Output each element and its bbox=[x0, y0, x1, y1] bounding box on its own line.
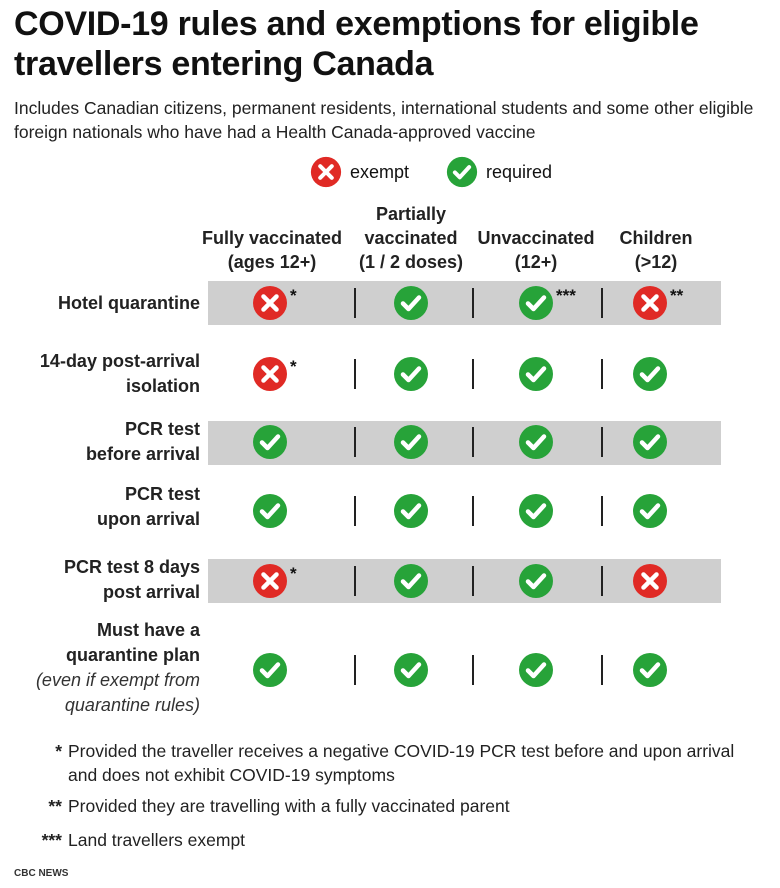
row-label-line: post arrival bbox=[102, 582, 200, 602]
required-icon bbox=[518, 356, 554, 392]
status-cell bbox=[632, 285, 668, 321]
status-cell bbox=[632, 652, 668, 688]
column-separator bbox=[472, 655, 474, 685]
footnote-symbol: ** bbox=[48, 796, 62, 816]
status-cell bbox=[518, 652, 554, 688]
exempt-icon bbox=[632, 563, 668, 599]
row-label-hotel-quarantine bbox=[58, 291, 200, 316]
status-cell bbox=[252, 563, 288, 599]
column-header-line: Unvaccinated bbox=[477, 228, 595, 248]
footnote-mark: * bbox=[290, 357, 297, 376]
legend-exempt bbox=[310, 156, 409, 188]
exempt-icon bbox=[252, 285, 288, 321]
required-icon bbox=[393, 493, 429, 529]
required-icon bbox=[632, 356, 668, 392]
footnote-2 bbox=[48, 794, 758, 818]
required-icon bbox=[393, 356, 429, 392]
column-separator bbox=[472, 566, 474, 596]
legend-required bbox=[446, 156, 552, 188]
column-separator bbox=[354, 496, 356, 526]
column-header-children bbox=[604, 226, 708, 274]
required-icon bbox=[393, 563, 429, 599]
status-cell bbox=[518, 356, 554, 392]
footnote-mark: *** bbox=[556, 286, 576, 305]
status-cell bbox=[252, 356, 288, 392]
required-icon bbox=[518, 493, 554, 529]
status-cell bbox=[393, 493, 429, 529]
footnote-mark: * bbox=[290, 286, 297, 305]
column-header-line: (ages 12+) bbox=[227, 252, 317, 272]
subtitle: Includes Canadian citizens, permanent residents, international students and some other eligible foreign nationals who have had a Health Canada-approved vaccine bbox=[14, 98, 754, 142]
column-header-line: Children bbox=[619, 228, 693, 248]
status-cell bbox=[393, 285, 429, 321]
required-icon bbox=[252, 424, 288, 460]
column-separator bbox=[601, 359, 603, 389]
column-separator bbox=[601, 566, 603, 596]
column-separator bbox=[472, 427, 474, 457]
status-cell bbox=[518, 493, 554, 529]
column-separator bbox=[354, 359, 356, 389]
column-header-line: (>12) bbox=[634, 252, 678, 272]
row-label-line: PCR test bbox=[124, 419, 200, 439]
row-label-line: isolation bbox=[125, 376, 200, 396]
footnote-text: Provided they are travelling with a fully vaccinated parent bbox=[68, 796, 510, 816]
status-cell bbox=[252, 285, 288, 321]
footnote-symbol: *** bbox=[41, 830, 62, 850]
row-label-pcr-before-arrival bbox=[86, 417, 200, 467]
status-cell bbox=[393, 563, 429, 599]
status-cell bbox=[518, 424, 554, 460]
status-cell bbox=[632, 493, 668, 529]
required-icon bbox=[393, 652, 429, 688]
row-label-line: PCR test bbox=[124, 484, 200, 504]
exempt-icon bbox=[310, 156, 342, 188]
row-label-line: upon arrival bbox=[96, 509, 200, 529]
status-cell bbox=[632, 424, 668, 460]
exempt-icon bbox=[252, 356, 288, 392]
column-separator bbox=[601, 496, 603, 526]
page-title: COVID-19 rules and exemptions for eligible travellers entering Canada bbox=[14, 5, 699, 83]
row-label-quarantine-plan bbox=[0, 618, 200, 718]
row-label-line: Must have a bbox=[96, 620, 200, 640]
required-icon bbox=[518, 652, 554, 688]
required-icon bbox=[632, 493, 668, 529]
required-icon bbox=[632, 652, 668, 688]
required-icon bbox=[393, 285, 429, 321]
status-cell bbox=[393, 652, 429, 688]
required-icon bbox=[252, 652, 288, 688]
column-header-line: vaccinated bbox=[364, 228, 458, 248]
footnote-symbol: * bbox=[55, 741, 62, 761]
footnote-text: Provided the traveller receives a negative COVID-19 PCR test before and upon arrival and does not exhibit COVID-19 symptoms bbox=[68, 741, 735, 785]
row-label-line: quarantine plan bbox=[65, 645, 200, 665]
status-cell bbox=[393, 424, 429, 460]
legend-required-label: required bbox=[486, 161, 553, 182]
status-cell bbox=[518, 285, 554, 321]
column-separator bbox=[601, 655, 603, 685]
column-separator bbox=[354, 655, 356, 685]
footnote-text: Land travellers exempt bbox=[68, 830, 246, 850]
column-separator bbox=[472, 288, 474, 318]
column-separator bbox=[601, 427, 603, 457]
required-icon bbox=[632, 424, 668, 460]
footnote-1 bbox=[55, 739, 758, 787]
row-label-line: PCR test 8 days bbox=[63, 557, 200, 577]
column-header-line: (1 / 2 doses) bbox=[358, 252, 464, 272]
column-separator bbox=[354, 566, 356, 596]
column-separator bbox=[472, 359, 474, 389]
footnote-mark: * bbox=[290, 564, 297, 583]
legend-exempt-label: exempt bbox=[350, 161, 410, 182]
column-header-line: Partially bbox=[375, 204, 447, 224]
credit: CBC NEWS bbox=[14, 868, 69, 879]
exempt-icon bbox=[632, 285, 668, 321]
status-cell bbox=[252, 424, 288, 460]
footnote-mark: ** bbox=[670, 286, 684, 305]
required-icon bbox=[393, 424, 429, 460]
status-cell bbox=[393, 356, 429, 392]
column-separator bbox=[472, 496, 474, 526]
column-header-line: Fully vaccinated bbox=[201, 228, 343, 248]
row-label-post-arrival-isolation bbox=[40, 349, 200, 399]
column-header-line: (12+) bbox=[514, 252, 558, 272]
column-header-fully-vaccinated bbox=[196, 226, 348, 274]
status-cell bbox=[632, 356, 668, 392]
required-icon bbox=[446, 156, 478, 188]
row-label-note: (even if exempt from quarantine rules) bbox=[35, 670, 200, 715]
column-separator bbox=[354, 288, 356, 318]
exempt-icon bbox=[252, 563, 288, 599]
row-label-line: Hotel quarantine bbox=[57, 293, 200, 313]
legend bbox=[0, 156, 780, 190]
row-label-pcr-8-days bbox=[64, 555, 200, 605]
status-cell bbox=[518, 563, 554, 599]
row-label-line: before arrival bbox=[85, 444, 200, 464]
status-cell bbox=[632, 563, 668, 599]
column-separator bbox=[354, 427, 356, 457]
column-header-unvaccinated bbox=[470, 226, 602, 274]
footnote-3 bbox=[41, 828, 758, 852]
column-header-partially-vaccinated bbox=[346, 202, 476, 274]
required-icon bbox=[252, 493, 288, 529]
row-label-line: 14-day post-arrival bbox=[39, 351, 200, 371]
row-label-pcr-upon-arrival bbox=[97, 482, 200, 532]
required-icon bbox=[518, 285, 554, 321]
required-icon bbox=[518, 563, 554, 599]
column-separator bbox=[601, 288, 603, 318]
status-cell bbox=[252, 652, 288, 688]
required-icon bbox=[518, 424, 554, 460]
status-cell bbox=[252, 493, 288, 529]
